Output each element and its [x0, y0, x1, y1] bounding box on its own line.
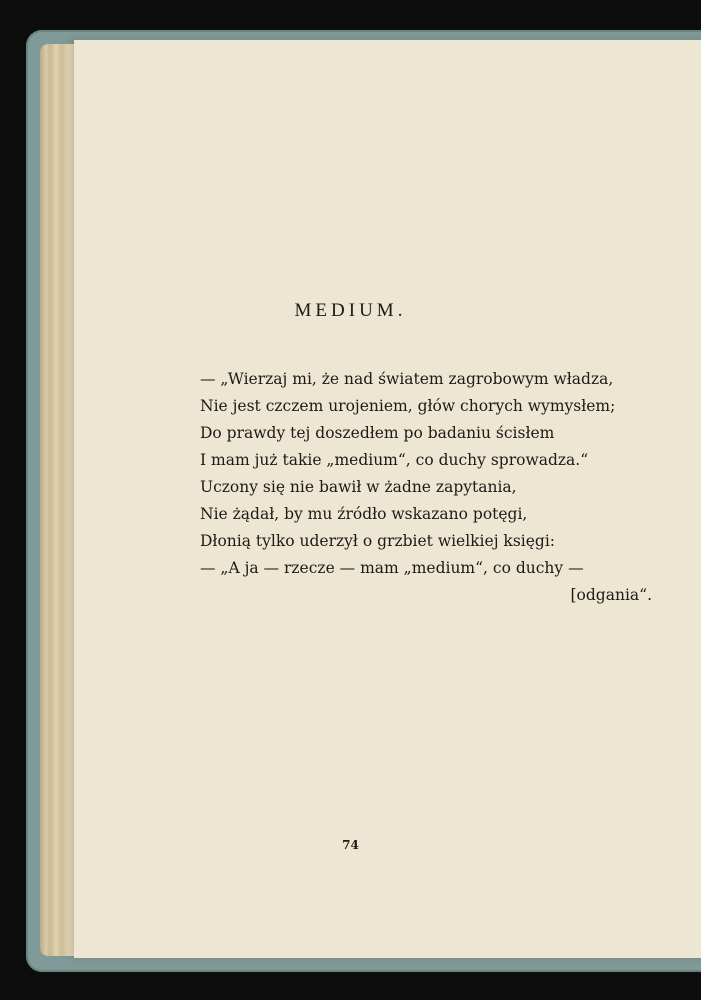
poem-title: MEDIUM.: [294, 300, 407, 321]
poem-line-continuation: [odgania“.: [570, 586, 652, 604]
poem-line: Uczony się nie bawił w żadne zapytania,: [200, 478, 517, 496]
poem-line: Do prawdy tej doszedłem po badaniu ścisłem: [200, 424, 555, 442]
poem-line: Dłonią tylko uderzył o grzbiet wielkiej księgi:: [200, 532, 556, 550]
poem-line: Nie jest czczem urojeniem, głów chorych wymysłem;: [200, 397, 616, 415]
poem-line: Nie żądał, by mu źródło wskazano potęgi,: [200, 505, 528, 523]
page-number: 74: [342, 838, 359, 852]
poem-line: I mam już takie „medium“, co duchy sprowadza.“: [200, 451, 589, 469]
poem-text: [200, 366, 656, 609]
poem-line: — „Wierzaj mi, że nad światem zagrobowym władza,: [200, 370, 614, 388]
poem-line: — „A ja — rzecze — mam „medium“, co duchy —: [200, 559, 584, 577]
